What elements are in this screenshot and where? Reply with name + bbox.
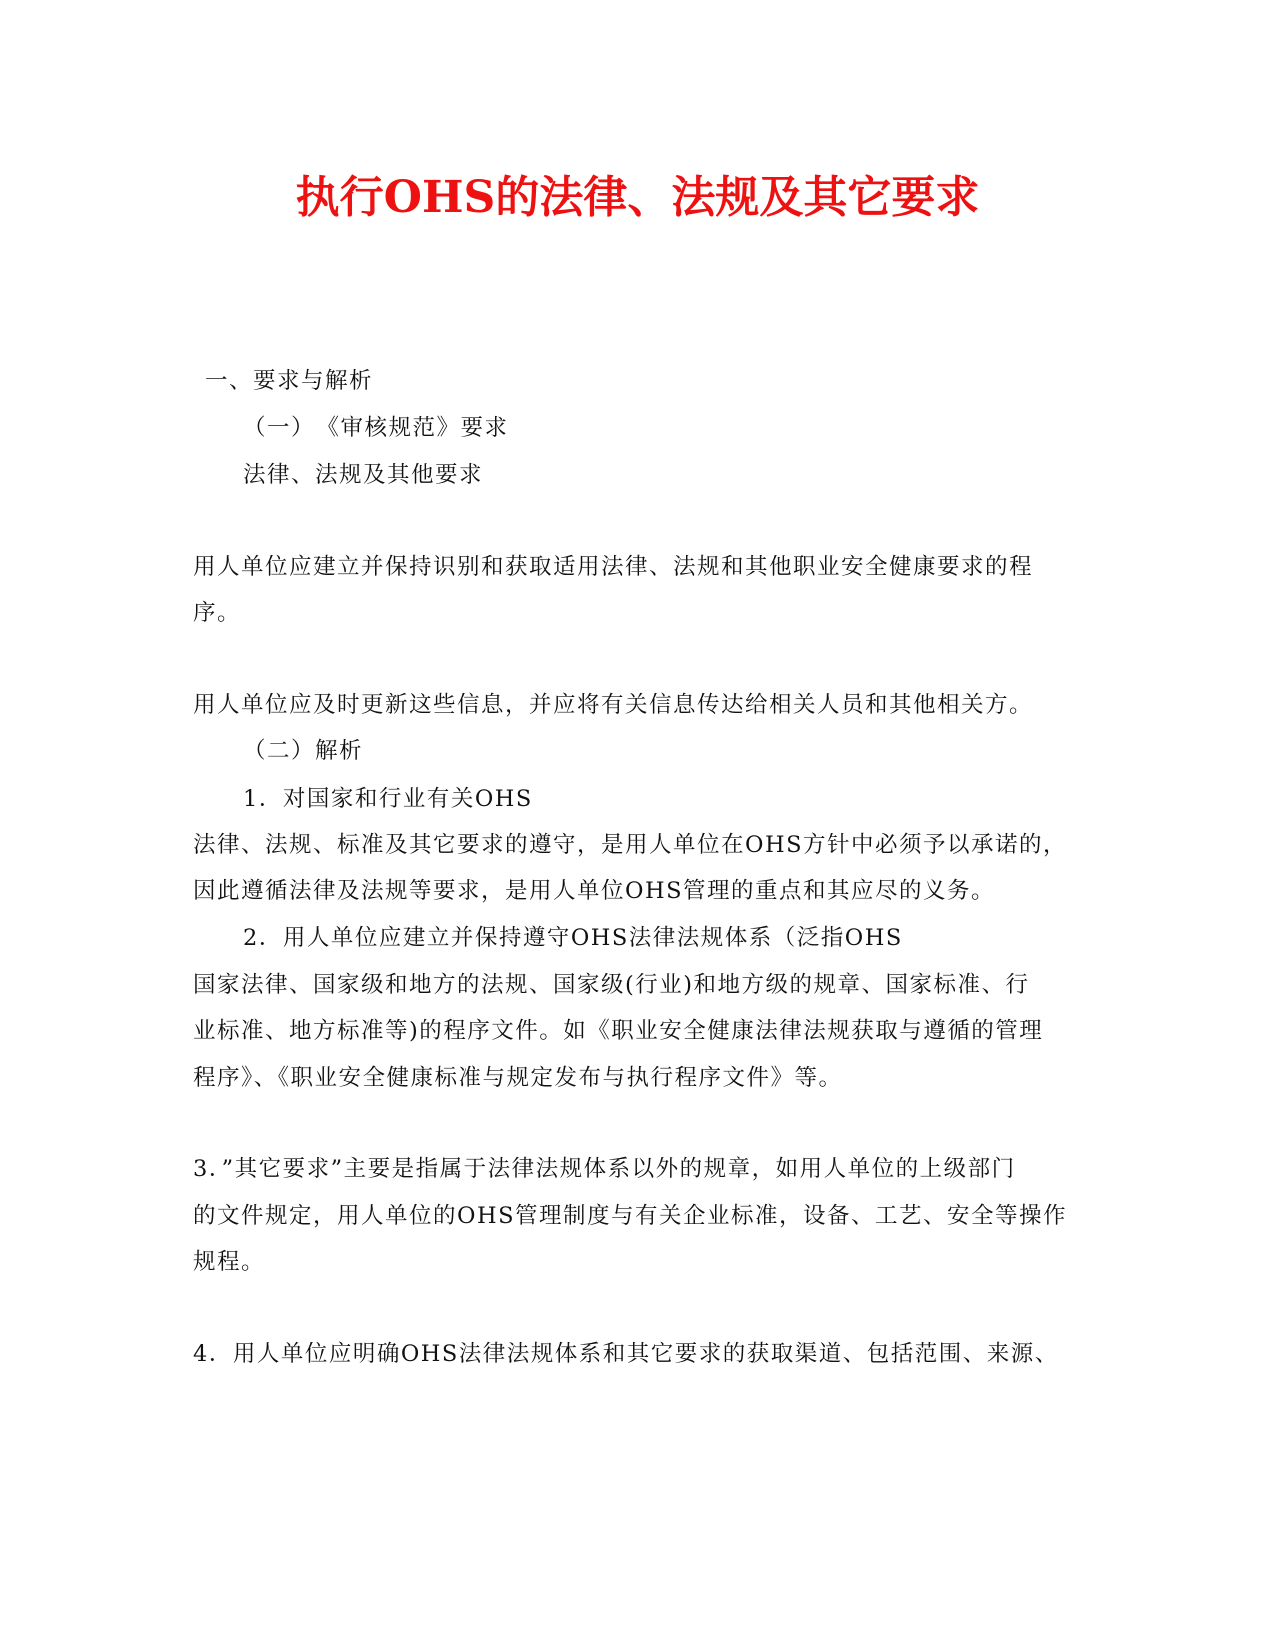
paragraph-line: 用人单位应及时更新这些信息，并应将有关信息传达给相关人员和其他相关方。 (193, 692, 1034, 718)
paragraph-line: 业标准、地方标准等)的程序文件。如《职业安全健康法律法规获取与遵循的管理 (193, 1018, 1044, 1044)
paragraph-line: 的文件规定，用人单位的OHS管理制度与有关企业标准，设备、工艺、安全等操作 (193, 1203, 1067, 1229)
section-heading: 一、要求与解析 (205, 368, 374, 394)
list-item: 1．对国家和行业有关OHS (243, 786, 533, 812)
paragraph-line: 规程。 (193, 1249, 266, 1275)
paragraph-line: 序。 (193, 600, 242, 626)
paragraph-line: 法律、法规及其他要求 (243, 462, 484, 488)
paragraph-line: 因此遵循法律及法规等要求，是用人单位OHS管理的重点和其应尽的义务。 (193, 878, 995, 904)
document-title: 执行OHS的法律、法规及其它要求 (295, 172, 980, 223)
paragraph-line: 用人单位应建立并保持识别和获取适用法律、法规和其他职业安全健康要求的程 (193, 554, 1034, 580)
list-item: 4．用人单位应明确OHS法律法规体系和其它要求的获取渠道、包括范围、来源、 (193, 1341, 1059, 1367)
list-item: 3．”其它要求”主要是指属于法律法规体系以外的规章，如用人单位的上级部门 (193, 1156, 1016, 1182)
subsection-heading: （一） 《审核规范》要求 (243, 415, 509, 441)
paragraph-line: 国家法律、国家级和地方的法规、国家级(行业)和地方级的规章、国家标准、行 (193, 972, 1030, 998)
subsection-heading: （二）解析 (243, 738, 364, 764)
paragraph-line: 法律、法规、标准及其它要求的遵守，是用人单位在OHS方针中必须予以承诺的， (193, 832, 1067, 858)
paragraph-line: 程序》、《职业安全健康标准与规定发布与执行程序文件》等。 (193, 1065, 843, 1091)
list-item: 2．用人单位应建立并保持遵守OHS法律法规体系（泛指OHS (243, 925, 903, 951)
